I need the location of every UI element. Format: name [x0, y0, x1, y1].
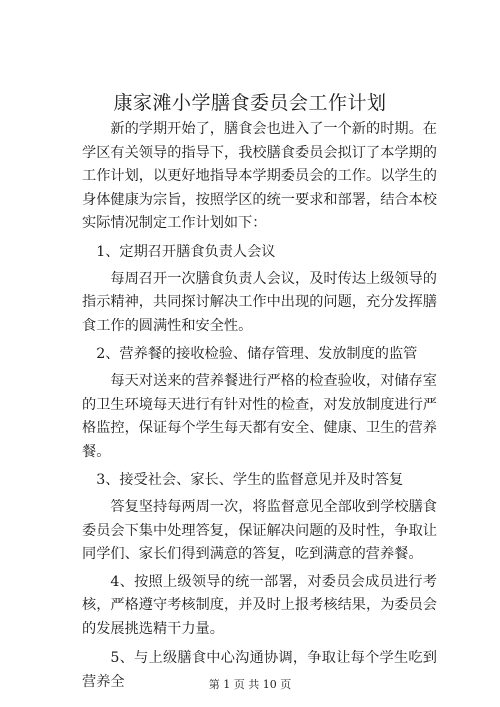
section-2-body: 每天对送来的营养餐进行严格的检查验收，对储存室的卫生环境每天进行有针对性的检查，对发放制度进行严格监控，保证每个学生每天都有安全、健康、卫生的营养餐。: [82, 372, 437, 460]
document-title: 康家滩小学膳食委员会工作计划: [113, 92, 387, 114]
document-body: [82, 118, 437, 695]
section-3-heading: 3、接受社会、家长、学生的监督意见并及时答复: [96, 472, 404, 489]
section-1-heading: 1、定期召开膳食负责人会议: [96, 243, 276, 260]
section-1-body: 每周召开一次膳食负责人会议，及时传达上级领导的指示精神，共同探讨解决工作中出现的问题，充分发挥膳食工作的圆满性和安全性。: [82, 270, 437, 334]
section-3-body: 答复坚持每两周一次，将监督意见全部收到学校膳食委员会下集中处理答复，保证解决问题的及时性，争取让同学们、家长们得到满意的答复，吃到满意的营养餐。: [82, 498, 437, 563]
page-number-footer: 第 1 页 共 10 页: [208, 678, 292, 691]
item-4-paragraph: 4、按照上级领导的统一部署，对委员会成员进行考核，严格遵守考核制度，并及时上报考核结果，为委员会的发展挑选精干力量。: [82, 573, 437, 637]
section-2-heading: 2、营养餐的接收检验、储存管理、发放制度的监管: [96, 346, 418, 363]
intro-paragraph: 新的学期开始了，膳食会也进入了一个新的时期。在学区有关领导的指导下，我校膳食委员会拟订了本学期的工作计划，以更好地指导本学期委员会的工作。以学生的身体健康为宗旨，按照学区的统一要求和部署，结合本校实际情况制定工作计划如下：: [82, 121, 437, 232]
item-5-paragraph: 5、与上级膳食中心沟通协调，争取让每个学生吃到营养全: [82, 650, 437, 691]
